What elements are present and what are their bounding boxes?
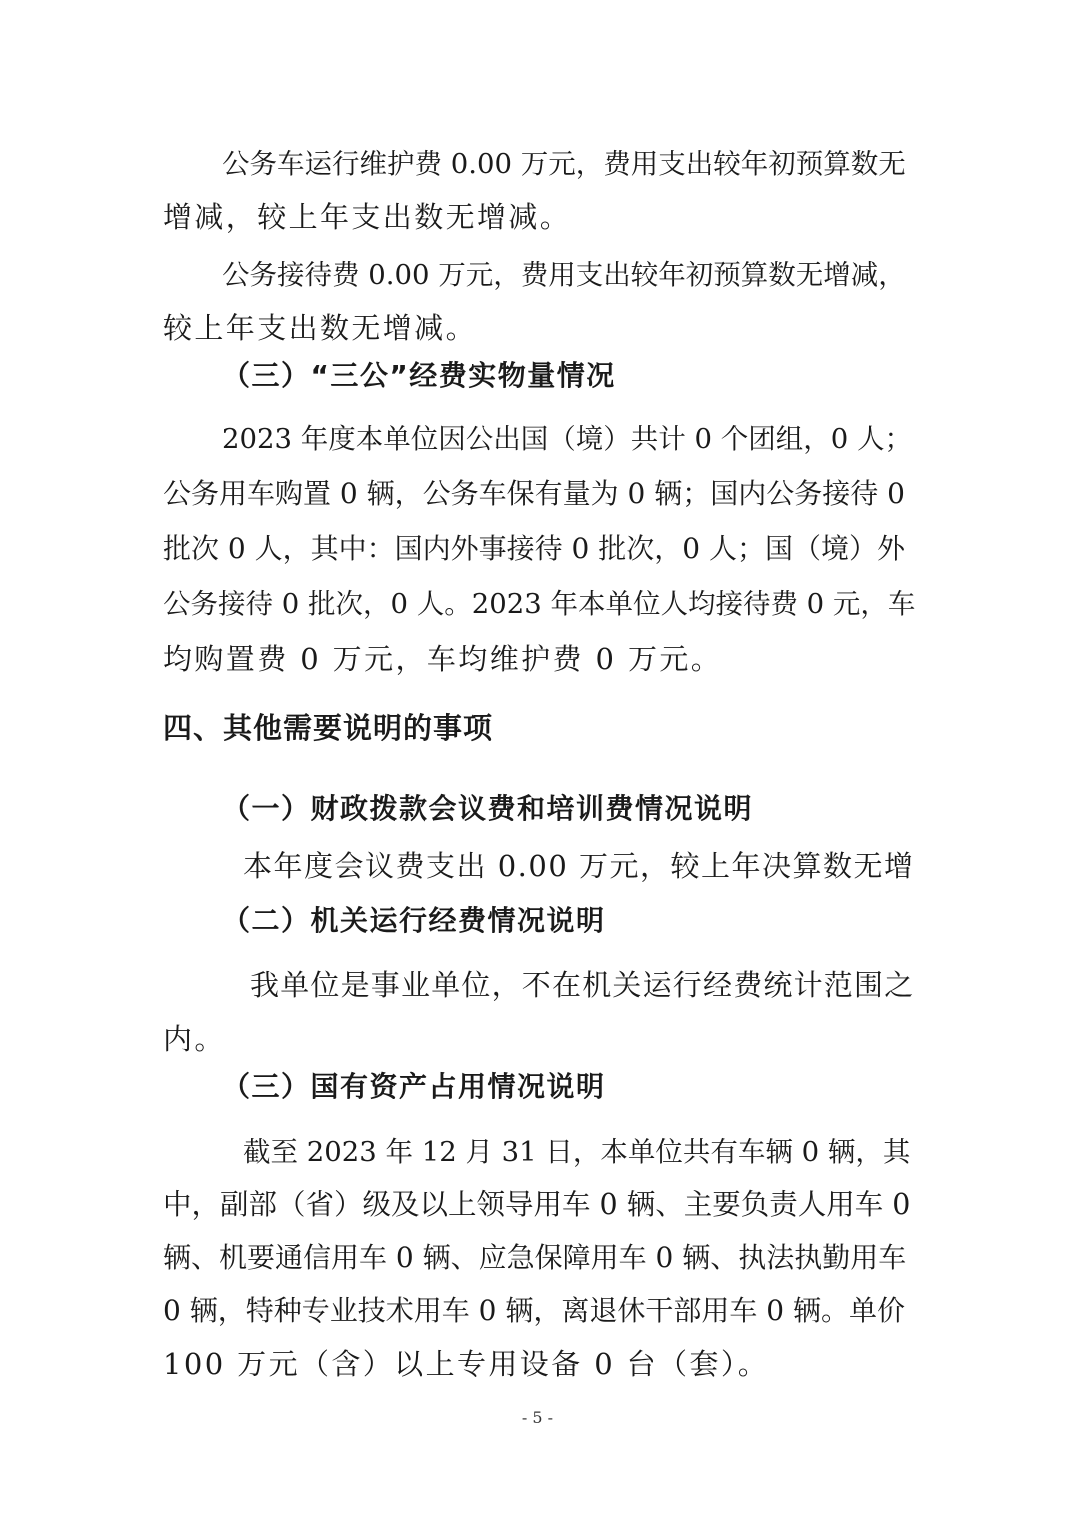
paragraph-vehicle-maintenance-line-1: 公务车运行维护费 0.00 万元，费用支出较年初预算数无 <box>222 148 906 180</box>
paragraph-assets-line-3: 辆、机要通信用车 0 辆、应急保障用车 0 辆、执法执勤用车 <box>163 1241 907 1274</box>
heading-state-assets: （三）国有资产占用情况说明 <box>222 1070 606 1103</box>
heading-meeting-training: （一）财政拨款会议费和培训费情况说明 <box>222 792 754 825</box>
paragraph-reception-line-2: 较上年支出数无增减。 <box>163 311 478 345</box>
paragraph-assets-line-2: 中，副部（省）级及以上领导用车 0 辆、主要负责人用车 0 <box>163 1188 911 1221</box>
paragraph-physical-line-4: 公务接待 0 批次，0 人。2023 年本单位人均接待费 0 元，车 <box>163 588 916 620</box>
paragraph-assets-line-1: 截至 2023 年 12 月 31 日，本单位共有车辆 0 辆，其 <box>243 1136 911 1168</box>
paragraph-meeting-line-1: 本年度会议费支出 0.00 万元，较上年决算数无增 <box>243 849 915 883</box>
page-number: - 5 - <box>521 1408 554 1427</box>
paragraph-reception-line-1: 公务接待费 0.00 万元，费用支出较年初预算数无增减， <box>222 259 906 291</box>
heading-section-4: 四、其他需要说明的事项 <box>163 711 494 745</box>
paragraph-assets-line-4: 0 辆，特种专业技术用车 0 辆，离退休干部用车 0 辆。单价 <box>163 1294 905 1327</box>
heading-agency-operation: （二）机关运行经费情况说明 <box>222 904 606 937</box>
paragraph-agency-line-1: 我单位是事业单位，不在机关运行经费统计范围之 <box>250 968 915 1002</box>
paragraph-vehicle-maintenance-line-2: 增减，较上年支出数无增减。 <box>163 200 572 234</box>
paragraph-physical-line-1: 2023 年度本单位因公出国（境）共计 0 个团组，0 人； <box>222 423 912 455</box>
heading-sangong-physical: （三）“三公”经费实物量情况 <box>222 359 616 392</box>
paragraph-assets-line-5: 100 万元（含）以上专用设备 0 台（套）。 <box>163 1347 770 1381</box>
paragraph-physical-line-2: 公务用车购置 0 辆，公务车保有量为 0 辆；国内公务接待 0 <box>163 477 905 510</box>
paragraph-physical-line-5: 均购置费 0 万元，车均维护费 0 万元。 <box>163 642 723 676</box>
paragraph-agency-line-2: 内。 <box>163 1022 226 1056</box>
paragraph-physical-line-3: 批次 0 人，其中：国内外事接待 0 批次，0 人；国（境）外 <box>163 532 905 565</box>
